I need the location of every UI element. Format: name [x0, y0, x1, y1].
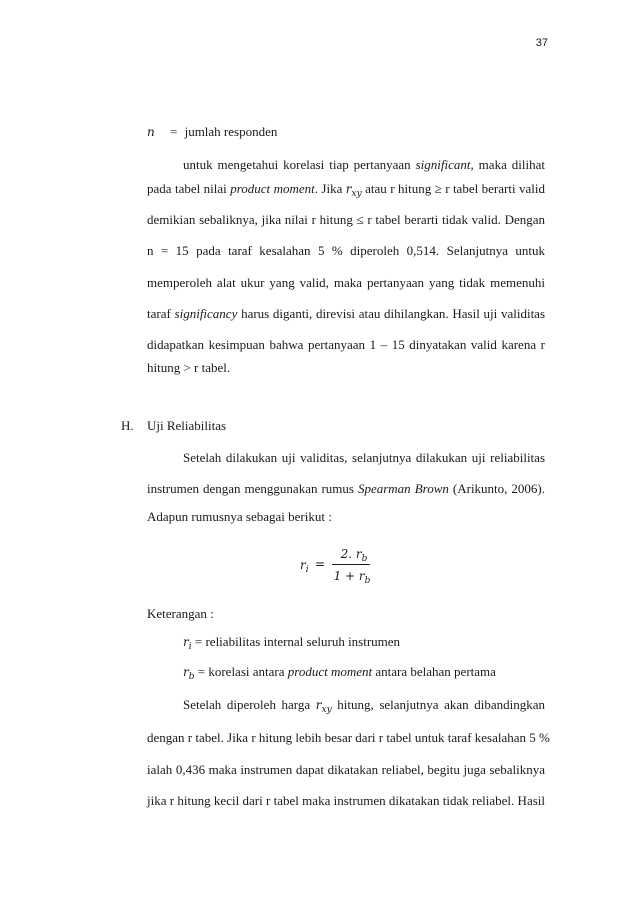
paragraph-line: dengan r tabel. Jika r hitung lebih besar dari r tabel untuk taraf kesalahan 5 % — [147, 730, 550, 745]
paragraph-line: taraf significancy harus diganti, direvisi atau dihilangkan. Hasil uji validitas — [147, 306, 546, 321]
paragraph-line: Setelah diperoleh harga $r_{xy}$ hitung, selanjutnya akan dibandingkan — [183, 697, 545, 715]
paragraph-line: memperoleh alat ukur yang valid, maka pertanyaan yang tidak memenuhi — [147, 275, 545, 290]
section-heading — [121, 418, 226, 434]
equals-sign: = — [169, 124, 178, 139]
subscript-xy: xy — [321, 705, 332, 715]
definition-n-line — [147, 124, 545, 140]
var-r: r — [345, 182, 352, 196]
italic-term: product moment — [230, 181, 315, 196]
keterangan-label: Keterangan : — [147, 606, 214, 621]
paragraph-line: ialah 0,436 maka instrumen dapat dikatakan reliabel, begitu juga sebaliknya — [147, 762, 545, 777]
fraction-bar — [332, 564, 370, 565]
italic-term: product moment — [287, 664, 373, 679]
var-n: n — [147, 125, 155, 139]
spearman-brown-formula — [300, 544, 380, 584]
paragraph-line: didapatkan kesimpuan bahwa pertanyaan 1 – 15 dinyatakan valid karena r — [147, 337, 545, 352]
italic-term: significant — [415, 157, 471, 172]
italic-term: significancy — [174, 306, 238, 321]
formula-numerator: 2. $r_b$ — [340, 547, 368, 564]
page-number: 37 — [535, 37, 548, 49]
paragraph-line: demikian sebaliknya, jika nilai r hitung ≤ r tabel berarti tidak valid. Dengan — [147, 212, 545, 227]
italic-term: Spearman Brown — [357, 481, 449, 496]
var-r: r — [315, 698, 322, 712]
paragraph-line: pada tabel nilai product moment. Jika $r_{xy}$ atau r hitung ≥ r tabel berarti valid — [147, 181, 545, 199]
definition-n-text: jumlah responden — [184, 124, 278, 139]
paragraph-line: jika r hitung kecil dari r tabel maka instrumen dikatakan tidak reliabel. Hasil — [147, 793, 545, 808]
paragraph-line: Setelah dilakukan uji validitas, selanjutnya dilakukan uji reliabilitas — [183, 450, 545, 465]
section-title: Uji Reliabilitas — [147, 418, 227, 433]
legend-item-ri: $r_i$ = reliabilitas internal seluruh instrumen — [183, 634, 401, 652]
section-letter: H. — [121, 418, 134, 433]
formula-lhs-var: r — [300, 558, 306, 572]
paragraph-line: instrumen dengan menggunakan rumus Spearman Brown (Arikunto, 2006). — [147, 481, 545, 496]
paragraph-line: Adapun rumusnya sebagai berikut : — [147, 509, 332, 524]
legend-item-rb: $r_b$ = korelasi antara product moment antara belahan pertama — [183, 664, 496, 682]
subscript-xy: xy — [351, 189, 362, 199]
paragraph-line: n = 15 pada taraf kesalahan 5 % diperoleh 0,514. Selanjutnya untuk — [147, 243, 545, 258]
paragraph-line: untuk mengetahui korelasi tiap pertanyaan significant, maka dilihat — [183, 157, 545, 172]
paragraph-line: hitung > r tabel. — [147, 360, 231, 375]
formula-equals: = — [315, 557, 326, 571]
formula-denominator: $1 + r_b$ — [333, 569, 371, 586]
formula-lhs-sub: i — [305, 565, 309, 575]
